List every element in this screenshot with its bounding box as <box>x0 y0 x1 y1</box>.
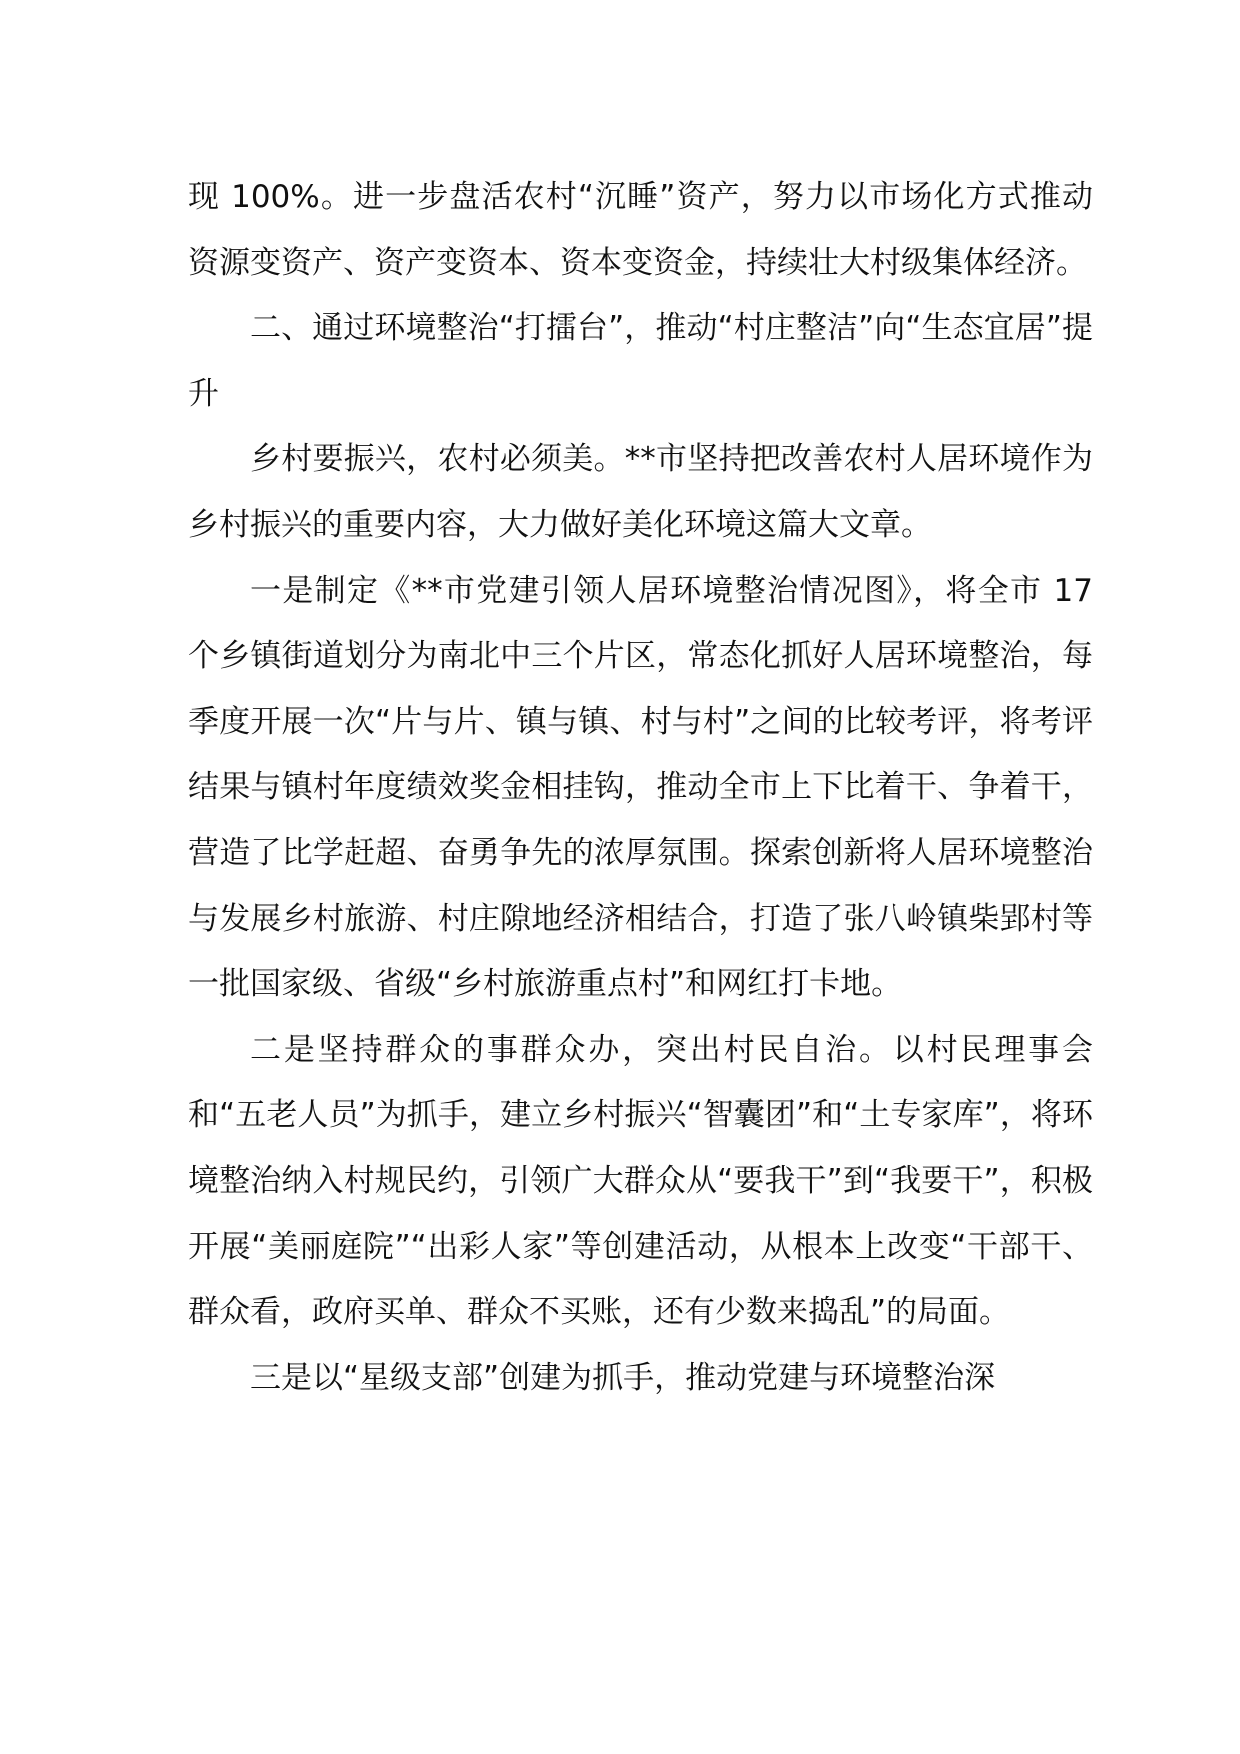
paragraph-continuation: 现 100%。进一步盘活农村“沉睡”资产，努力以市场化方式推动资源变资产、资产变资本、资本变资金，持续壮大村级集体经济。 <box>188 179 1093 281</box>
paragraph-point-3: 三是以“星级支部”创建为抓手，推动党建与环境整治深 <box>250 1359 996 1396</box>
paragraph-point-1: 一是制定《**市党建引领人居环境整治情况图》，将全市 17 个乡镇街道划分为南北中三个片区，常态化抓好人居环境整治，每季度开展一次“片与片、镇与镇、村与村”之间的比较考评，将考评结果与镇村年度绩效奖金相挂钩，推动全市上下比着干、争着干，营造了比学赶超、奋勇争先的浓厚氛围。探索创新将人居环境整治与发展乡村旅游、村庄隙地经济相结合，打造了张八岭镇柴郢村等一批国家级、省级“乡村旅游重点村”和网红打卡地。 <box>188 572 1093 1003</box>
paragraph-point-2: 二是坚持群众的事群众办，突出村民自治。以村民理事会和“五老人员”为抓手，建立乡村振兴“智囊团”和“土专家库”，将环境整治纳入村规民约，引领广大群众从“要我干”到“我要干”，积极开展“美丽庭院”“出彩人家”等创建活动，从根本上改变“干部干、群众看，政府买单、群众不买账，还有少数来捣乱”的局面。 <box>188 1031 1093 1331</box>
paragraph-intro: 乡村要振兴，农村必须美。**市坚持把改善农村人居环境作为乡村振兴的重要内容，大力做好美化环境这篇大文章。 <box>188 441 1093 543</box>
section-heading: 二、通过环境整治“打擂台”，推动“村庄整洁”向“生态宜居”提升 <box>188 310 1093 412</box>
document-body <box>188 165 1093 1411</box>
